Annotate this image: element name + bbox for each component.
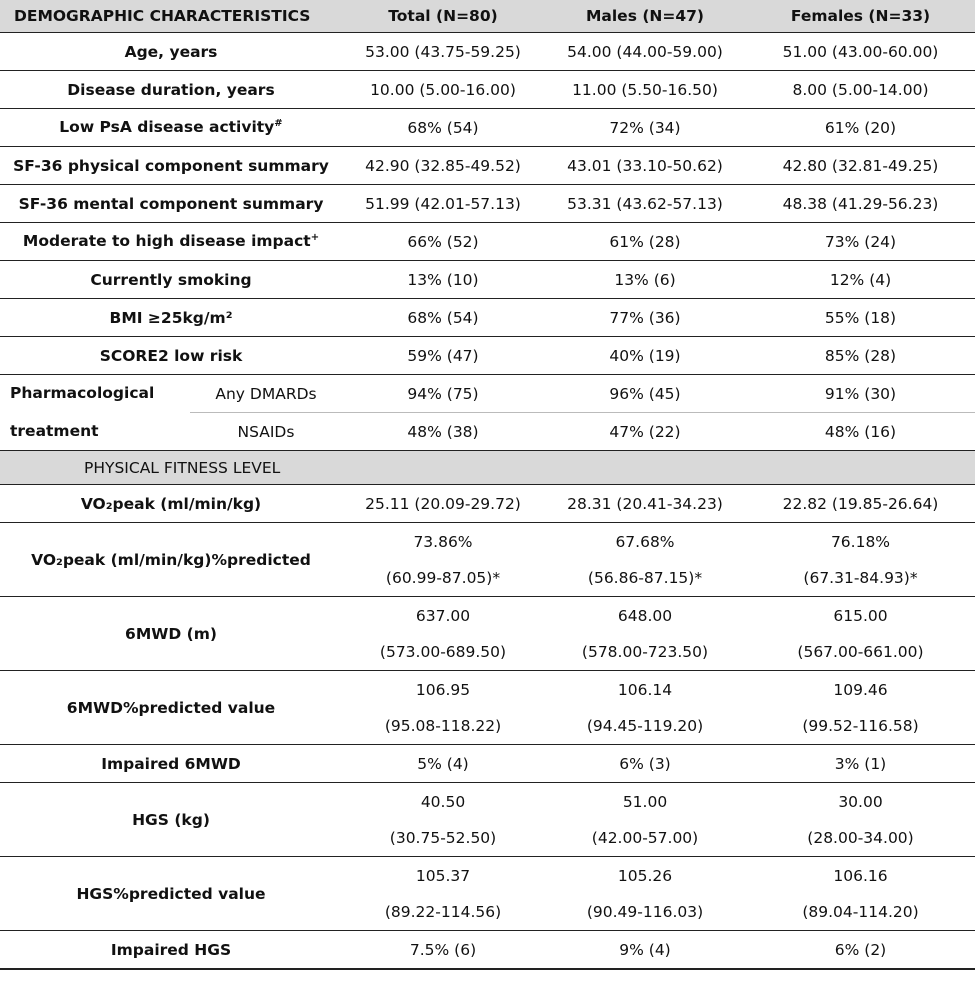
- cell-females: [746, 931, 975, 970]
- cell-total: 59% (47): [342, 337, 544, 375]
- cell-line: (567.00-661.00): [797, 642, 924, 661]
- row-label: HGS (kg): [0, 783, 342, 857]
- cell-total: [342, 671, 544, 745]
- cell-total: 51.99 (42.01-57.13): [342, 185, 544, 223]
- table-row: [0, 299, 975, 337]
- cell-line: (95.08-118.22): [384, 716, 502, 735]
- cell-total: [342, 931, 544, 970]
- cell-males: [544, 671, 746, 745]
- cell-males: 13% (6): [544, 261, 746, 299]
- cell-line: (67.31-84.93)*: [803, 568, 918, 587]
- table-row: [0, 857, 975, 931]
- cell-total: 10.00 (5.00-16.00): [342, 71, 544, 109]
- row-label-text: Age, years: [124, 42, 218, 61]
- cell-total: 48% (38): [342, 413, 544, 451]
- cell-females: 73% (24): [746, 223, 975, 261]
- cell-males: [544, 857, 746, 931]
- cell-line: 3% (1): [834, 754, 887, 773]
- row-label: [0, 33, 342, 71]
- header-females: Females (N=33): [746, 0, 975, 33]
- table-row: [0, 223, 975, 261]
- cell-line: (30.75-52.50): [389, 828, 497, 847]
- row-label: [0, 147, 342, 185]
- table-row: [0, 523, 975, 597]
- cell-line: 105.26: [617, 866, 673, 885]
- cell-males: 72% (34): [544, 109, 746, 147]
- pharm-label: Pharmacological: [10, 384, 155, 403]
- row-label: Impaired 6MWD: [0, 745, 342, 783]
- row-label: 6MWD (m): [0, 597, 342, 671]
- cell-males: [544, 745, 746, 783]
- cell-line: 25.11 (20.09-29.72): [365, 494, 521, 513]
- cell-line: 6% (3): [619, 754, 671, 773]
- cell-line: 5% (4): [417, 754, 469, 773]
- header-row: [0, 0, 975, 33]
- cell-males: 54.00 (44.00-59.00): [544, 33, 746, 71]
- cell-line: 106.14: [617, 680, 673, 699]
- cell-females: [746, 597, 975, 671]
- cell-line: 6% (2): [834, 940, 887, 959]
- table-row: [0, 337, 975, 375]
- row-label: [0, 185, 342, 223]
- footnote-mark: #: [274, 118, 283, 130]
- cell-line: (94.45-119.20): [586, 716, 704, 735]
- table-row: [0, 597, 975, 671]
- cell-males: 77% (36): [544, 299, 746, 337]
- cell-line: 105.37: [415, 866, 471, 885]
- cell-total: 13% (10): [342, 261, 544, 299]
- cell-total: [342, 523, 544, 597]
- pharm-label: treatment: [0, 413, 190, 451]
- cell-line: 637.00: [415, 606, 471, 625]
- cell-total: [342, 857, 544, 931]
- pharm-sub-label: NSAIDs: [190, 413, 342, 451]
- row-label: VO₂peak (ml/min/kg)%predicted: [0, 523, 342, 597]
- cell-males: 96% (45): [544, 375, 746, 413]
- cell-total: 66% (52): [342, 223, 544, 261]
- table-row: [0, 671, 975, 745]
- cell-females: 48% (16): [746, 413, 975, 451]
- row-label: [0, 223, 342, 261]
- cell-total: 68% (54): [342, 109, 544, 147]
- cell-males: 53.31 (43.62-57.13): [544, 185, 746, 223]
- row-label-text: Low PsA disease activity: [59, 118, 275, 137]
- cell-females: [746, 857, 975, 931]
- cell-females: 91% (30): [746, 375, 975, 413]
- row-label: [0, 261, 342, 299]
- cell-total: 94% (75): [342, 375, 544, 413]
- cell-line: (99.52-116.58): [802, 716, 919, 735]
- cell-line: (56.86-87.15)*: [587, 568, 703, 587]
- cell-females: [746, 485, 975, 523]
- cell-total: [342, 597, 544, 671]
- cell-line: (578.00-723.50): [581, 642, 709, 661]
- cell-females: 51.00 (43.00-60.00): [746, 33, 975, 71]
- cell-males: 11.00 (5.50-16.50): [544, 71, 746, 109]
- cell-line: 73.86%: [413, 532, 473, 551]
- section-title: PHYSICAL FITNESS LEVEL: [0, 451, 975, 485]
- header-males: Males (N=47): [544, 0, 746, 33]
- cell-males: [544, 523, 746, 597]
- row-label: HGS%predicted value: [0, 857, 342, 931]
- cell-males: 61% (28): [544, 223, 746, 261]
- table-row: [0, 375, 975, 413]
- cell-line: 76.18%: [830, 532, 891, 551]
- cell-line: (42.00-57.00): [591, 828, 699, 847]
- cell-total: [342, 783, 544, 857]
- cell-females: 85% (28): [746, 337, 975, 375]
- row-label-text: Disease duration, years: [67, 80, 275, 99]
- row-label: [0, 299, 342, 337]
- table-row: [0, 931, 975, 970]
- row-label: [0, 71, 342, 109]
- cell-line: 7.5% (6): [409, 940, 477, 959]
- cell-line: 22.82 (19.85-26.64): [782, 494, 939, 513]
- cell-line: (28.00-34.00): [807, 828, 914, 847]
- row-label-text: Moderate to high disease impact: [22, 232, 311, 251]
- cell-line: 615.00: [833, 606, 888, 625]
- row-label: VO₂peak (ml/min/kg): [0, 485, 342, 523]
- row-label: [0, 109, 342, 147]
- cell-line: 106.95: [415, 680, 471, 699]
- cell-females: [746, 745, 975, 783]
- table-row: [0, 109, 975, 147]
- cell-line: (60.99-87.05)*: [385, 568, 501, 587]
- cell-line: (573.00-689.50): [379, 642, 507, 661]
- table-row: [0, 185, 975, 223]
- cell-females: 42.80 (32.81-49.25): [746, 147, 975, 185]
- cell-line: 28.31 (20.41-34.23): [567, 494, 723, 513]
- cell-males: 40% (19): [544, 337, 746, 375]
- cell-males: 43.01 (33.10-50.62): [544, 147, 746, 185]
- table-row: [0, 71, 975, 109]
- cell-females: [746, 783, 975, 857]
- cell-males: [544, 783, 746, 857]
- table-row: [0, 745, 975, 783]
- cell-males: [544, 931, 746, 970]
- cell-total: 53.00 (43.75-59.25): [342, 33, 544, 71]
- row-label-text: BMI ≥25kg/m²: [109, 308, 233, 327]
- pharm-sub-label: Any DMARDs: [190, 375, 342, 413]
- table-row: [0, 147, 975, 185]
- cell-total: 42.90 (32.85-49.52): [342, 147, 544, 185]
- cell-females: 12% (4): [746, 261, 975, 299]
- header-demographic: DEMOGRAPHIC CHARACTERISTICS: [0, 0, 342, 33]
- row-label: 6MWD%predicted value: [0, 671, 342, 745]
- cell-females: 55% (18): [746, 299, 975, 337]
- cell-line: 67.68%: [615, 532, 675, 551]
- table-row: [0, 413, 975, 451]
- table-row: [0, 485, 975, 523]
- cell-total: [342, 745, 544, 783]
- row-label: Impaired HGS: [0, 931, 342, 970]
- row-label-text: SCORE2 low risk: [99, 346, 243, 365]
- row-label: [0, 337, 342, 375]
- cell-females: 48.38 (41.29-56.23): [746, 185, 975, 223]
- cell-females: 61% (20): [746, 109, 975, 147]
- section-header-row: [0, 451, 975, 485]
- cell-line: 30.00: [838, 792, 883, 811]
- cell-line: (90.49-116.03): [586, 902, 704, 921]
- cell-total: [342, 485, 544, 523]
- cell-males: [544, 597, 746, 671]
- cell-line: 109.46: [833, 680, 888, 699]
- cell-females: [746, 671, 975, 745]
- cell-line: (89.22-114.56): [384, 902, 502, 921]
- row-label-text: Currently smoking: [90, 270, 252, 289]
- cell-total: 68% (54): [342, 299, 544, 337]
- cell-line: 106.16: [833, 866, 888, 885]
- cell-males: [544, 485, 746, 523]
- cell-line: (89.04-114.20): [802, 902, 919, 921]
- table-row: [0, 33, 975, 71]
- row-label-text: SF-36 physical component summary: [13, 156, 329, 175]
- row-label-text: SF-36 mental component summary: [18, 194, 324, 213]
- header-total: Total (N=80): [342, 0, 544, 33]
- footnote-mark: +: [310, 232, 320, 244]
- table-row: [0, 261, 975, 299]
- cell-females: 8.00 (5.00-14.00): [746, 71, 975, 109]
- table-row: [0, 783, 975, 857]
- cell-line: 51.00: [622, 792, 668, 811]
- cell-line: 40.50: [420, 792, 466, 811]
- cell-line: 648.00: [617, 606, 673, 625]
- cell-females: [746, 523, 975, 597]
- cell-males: 47% (22): [544, 413, 746, 451]
- cell-line: 9% (4): [619, 940, 671, 959]
